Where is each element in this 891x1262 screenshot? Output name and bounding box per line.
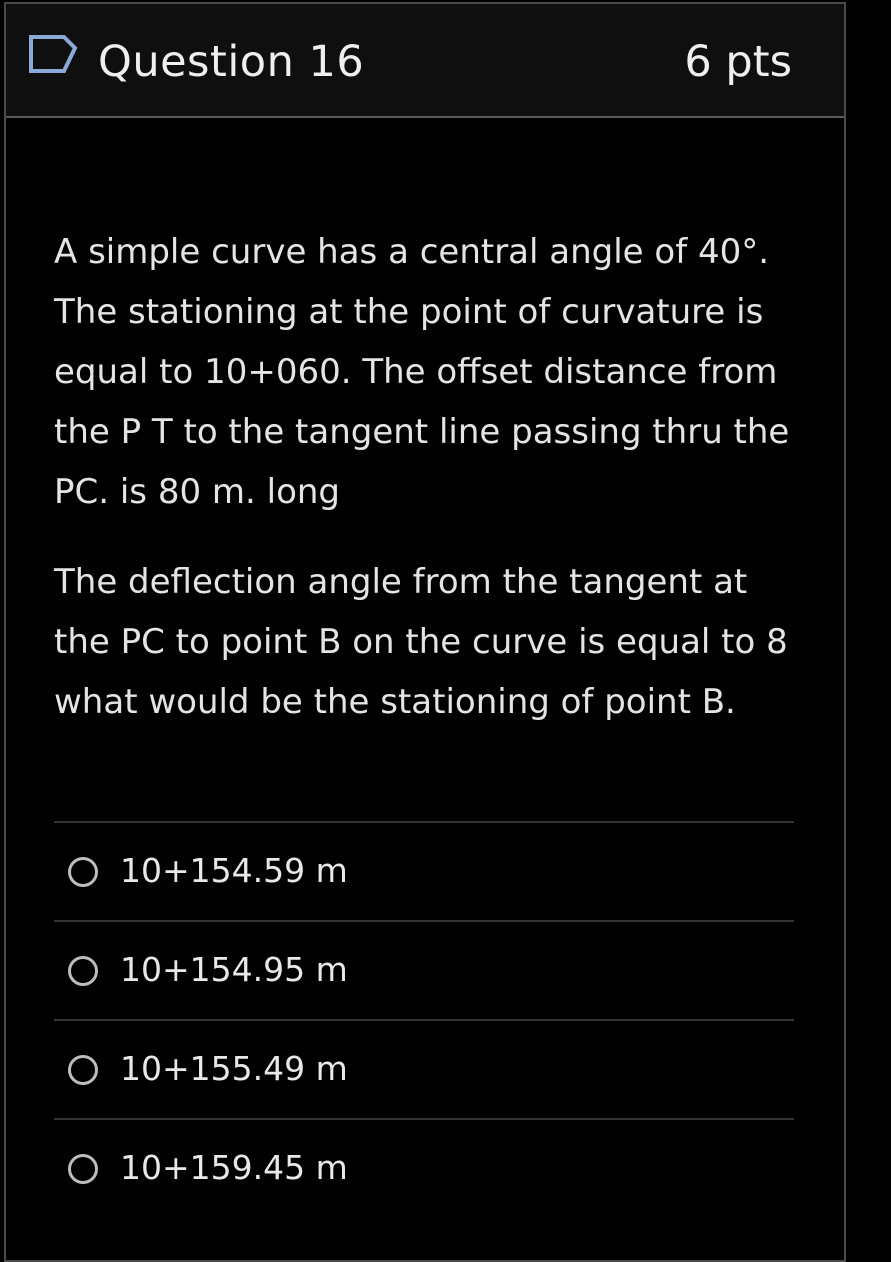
question-paragraph-1: A simple curve has a central angle of 40°. The stationing at the point of curvature is equal to 10+060. The offset distance from the P T to the tangent line passing thru the PC. is 80 m. long [54,232,790,512]
answer-option-4[interactable] [54,1118,794,1217]
question-points: 6 pts [684,37,792,87]
answer-label[interactable]: 10+155.49 m [120,1049,348,1088]
question-paragraph-2: The deflection angle from the tangent at the PC to point B on the curve is equal to 8 what would be the stationing of point B. [54,562,788,722]
answer-option-3[interactable] [54,1019,794,1118]
radio-button[interactable] [68,857,98,887]
radio-button[interactable] [68,956,98,986]
answer-list [54,821,794,1217]
radio-button[interactable] [68,1055,98,1085]
answer-option-2[interactable] [54,920,794,1019]
question-title: Question 16 [98,37,365,87]
radio-button[interactable] [68,1154,98,1184]
answer-label[interactable]: 10+159.45 m [120,1148,348,1187]
flag-question-icon[interactable] [28,34,78,74]
question-header [6,4,844,118]
answer-option-1[interactable] [54,821,794,920]
answer-label[interactable]: 10+154.95 m [120,950,348,989]
answer-label[interactable]: 10+154.59 m [120,851,348,890]
question-text [54,222,798,732]
